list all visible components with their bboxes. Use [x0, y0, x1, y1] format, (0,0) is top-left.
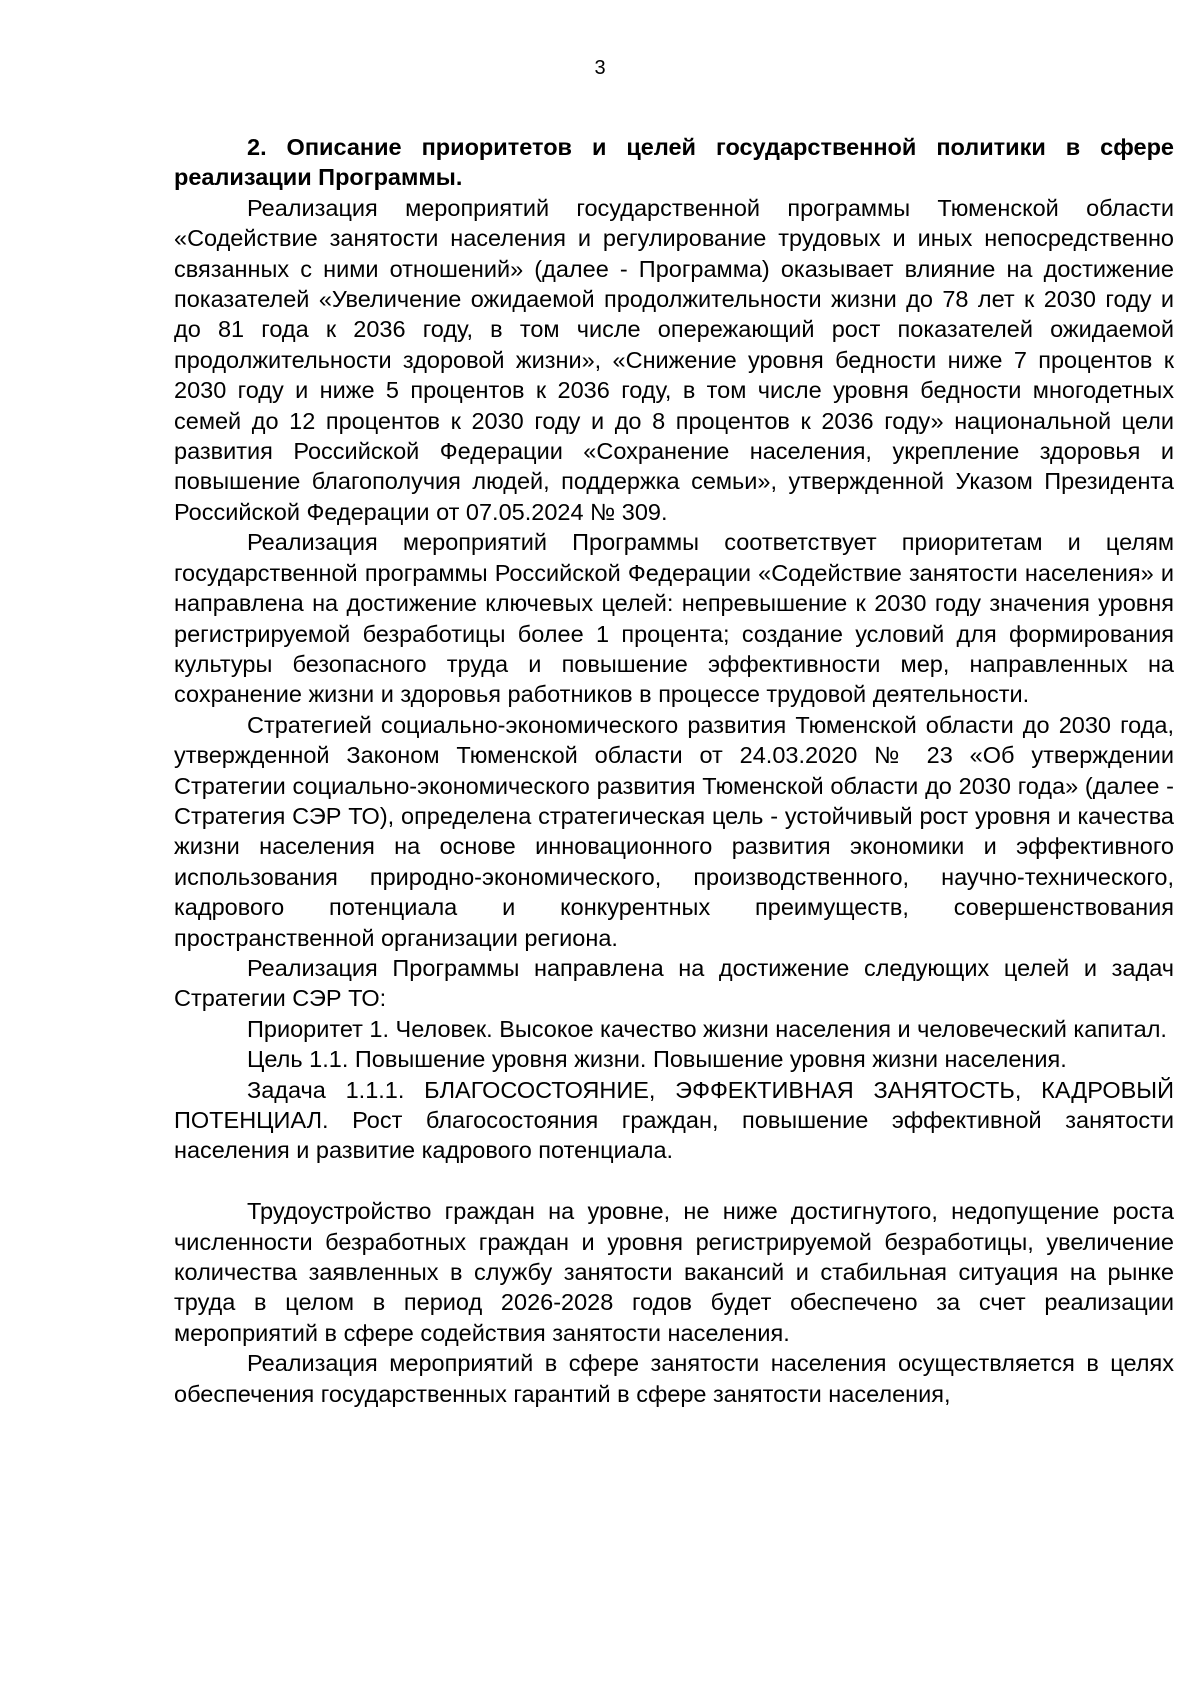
paragraph-task-1-1-1: Задача 1.1.1. БЛАГОСОСТОЯНИЕ, ЭФФЕКТИВНАЯ ЗАНЯТОСТЬ, КАДРОВЫЙ ПОТЕНЦИАЛ. Рост благосостояния граждан, повышение эффективной занятости населения и развитие кадрового потенциала. — [174, 1076, 1174, 1164]
document-body — [174, 132, 1174, 1409]
page-number: 3 — [594, 57, 606, 79]
paragraph-priority-1: Приоритет 1. Человек. Высокое качество жизни населения и человеческий капитал. — [247, 1015, 1167, 1042]
paragraph-goal-1-1: Цель 1.1. Повышение уровня жизни. Повышение уровня жизни населения. — [247, 1046, 1067, 1073]
paragraph-strategy-goals-intro: Реализация Программы направлена на достижение следующих целей и задач Стратегии СЭР ТО: — [174, 954, 1174, 1012]
paragraph-federal-program-goals: Реализация мероприятий Программы соответствует приоритетам и целям государственной программы Российской Федерации «Содействие занятости населения» и направлена на достижение ключевых целей: непревышение к 2030 году значения уровня регистрируемой безработицы более 1 процента; создание условий для формирования культуры безопасного труда и повышение эффективности мер, направленных на сохранение жизни и здоровья работников в процессе трудовой деятельности. — [174, 529, 1174, 708]
paragraph-employment-measures: Реализация мероприятий в сфере занятости населения осуществляется в целях обеспечения государственных гарантий в сфере занятости населения, — [174, 1350, 1174, 1407]
paragraph-program-impact: Реализация мероприятий государственной программы Тюменской области «Содействие занятости населения и регулирование трудовых и иных непосредственно связанных с ними отношений» (далее - Программа) оказывает влияние на достижение показателей «Увеличение ожидаемой продолжительности жизни до 78 лет к 2030 году и до 81 года к 2036 году, в том числе опережающий рост показателей ожидаемой продолжительности здоровой жизни», «Снижение уровня бедности ниже 7 процентов к 2030 году и ниже 5 процентов к 2036 году, в том числе уровня бедности многодетных семей до 12 процентов к 2030 году и до 8 процентов к 2036 году» национальной цели развития Российской Федерации «Сохранение населения, укрепление здоровья и повышение благополучия людей, поддержка семьи», утвержденной Указом Президента Российской Федерации от 07.05.2024 № 309. — [174, 194, 1174, 525]
paragraph-employment-outlook: Трудоустройство граждан на уровне, не ниже достигнутого, недопущение роста численности безработных граждан и уровня регистрируемой безработицы, увеличение количества заявленных в службу занятости вакансий и стабильная ситуация на рынке труда в целом в период 2026-2028 годов будет обеспечено за счет реализации мероприятий в сфере содействия занятости населения. — [174, 1198, 1174, 1346]
section-heading: 2. Описание приоритетов и целей государственной политики в сфере реализации Программы. — [174, 134, 1174, 191]
paragraph-regional-strategy: Стратегией социально-экономического развития Тюменской области до 2030 года, утвержденной Законом Тюменской области от 24.03.2020 № 23 «Об утверждении Стратегии социально-экономического развития Тюменской области до 2030 года» (далее - Стратегия СЭР ТО), определена стратегическая цель - устойчивый рост уровня и качества жизни населения на основе инновационного развития экономики и эффективного использования природно-экономического, производственного, научно-технического, кадрового потенциала и конкурентных преимуществ, совершенствования пространственной организации региона. — [174, 711, 1174, 951]
